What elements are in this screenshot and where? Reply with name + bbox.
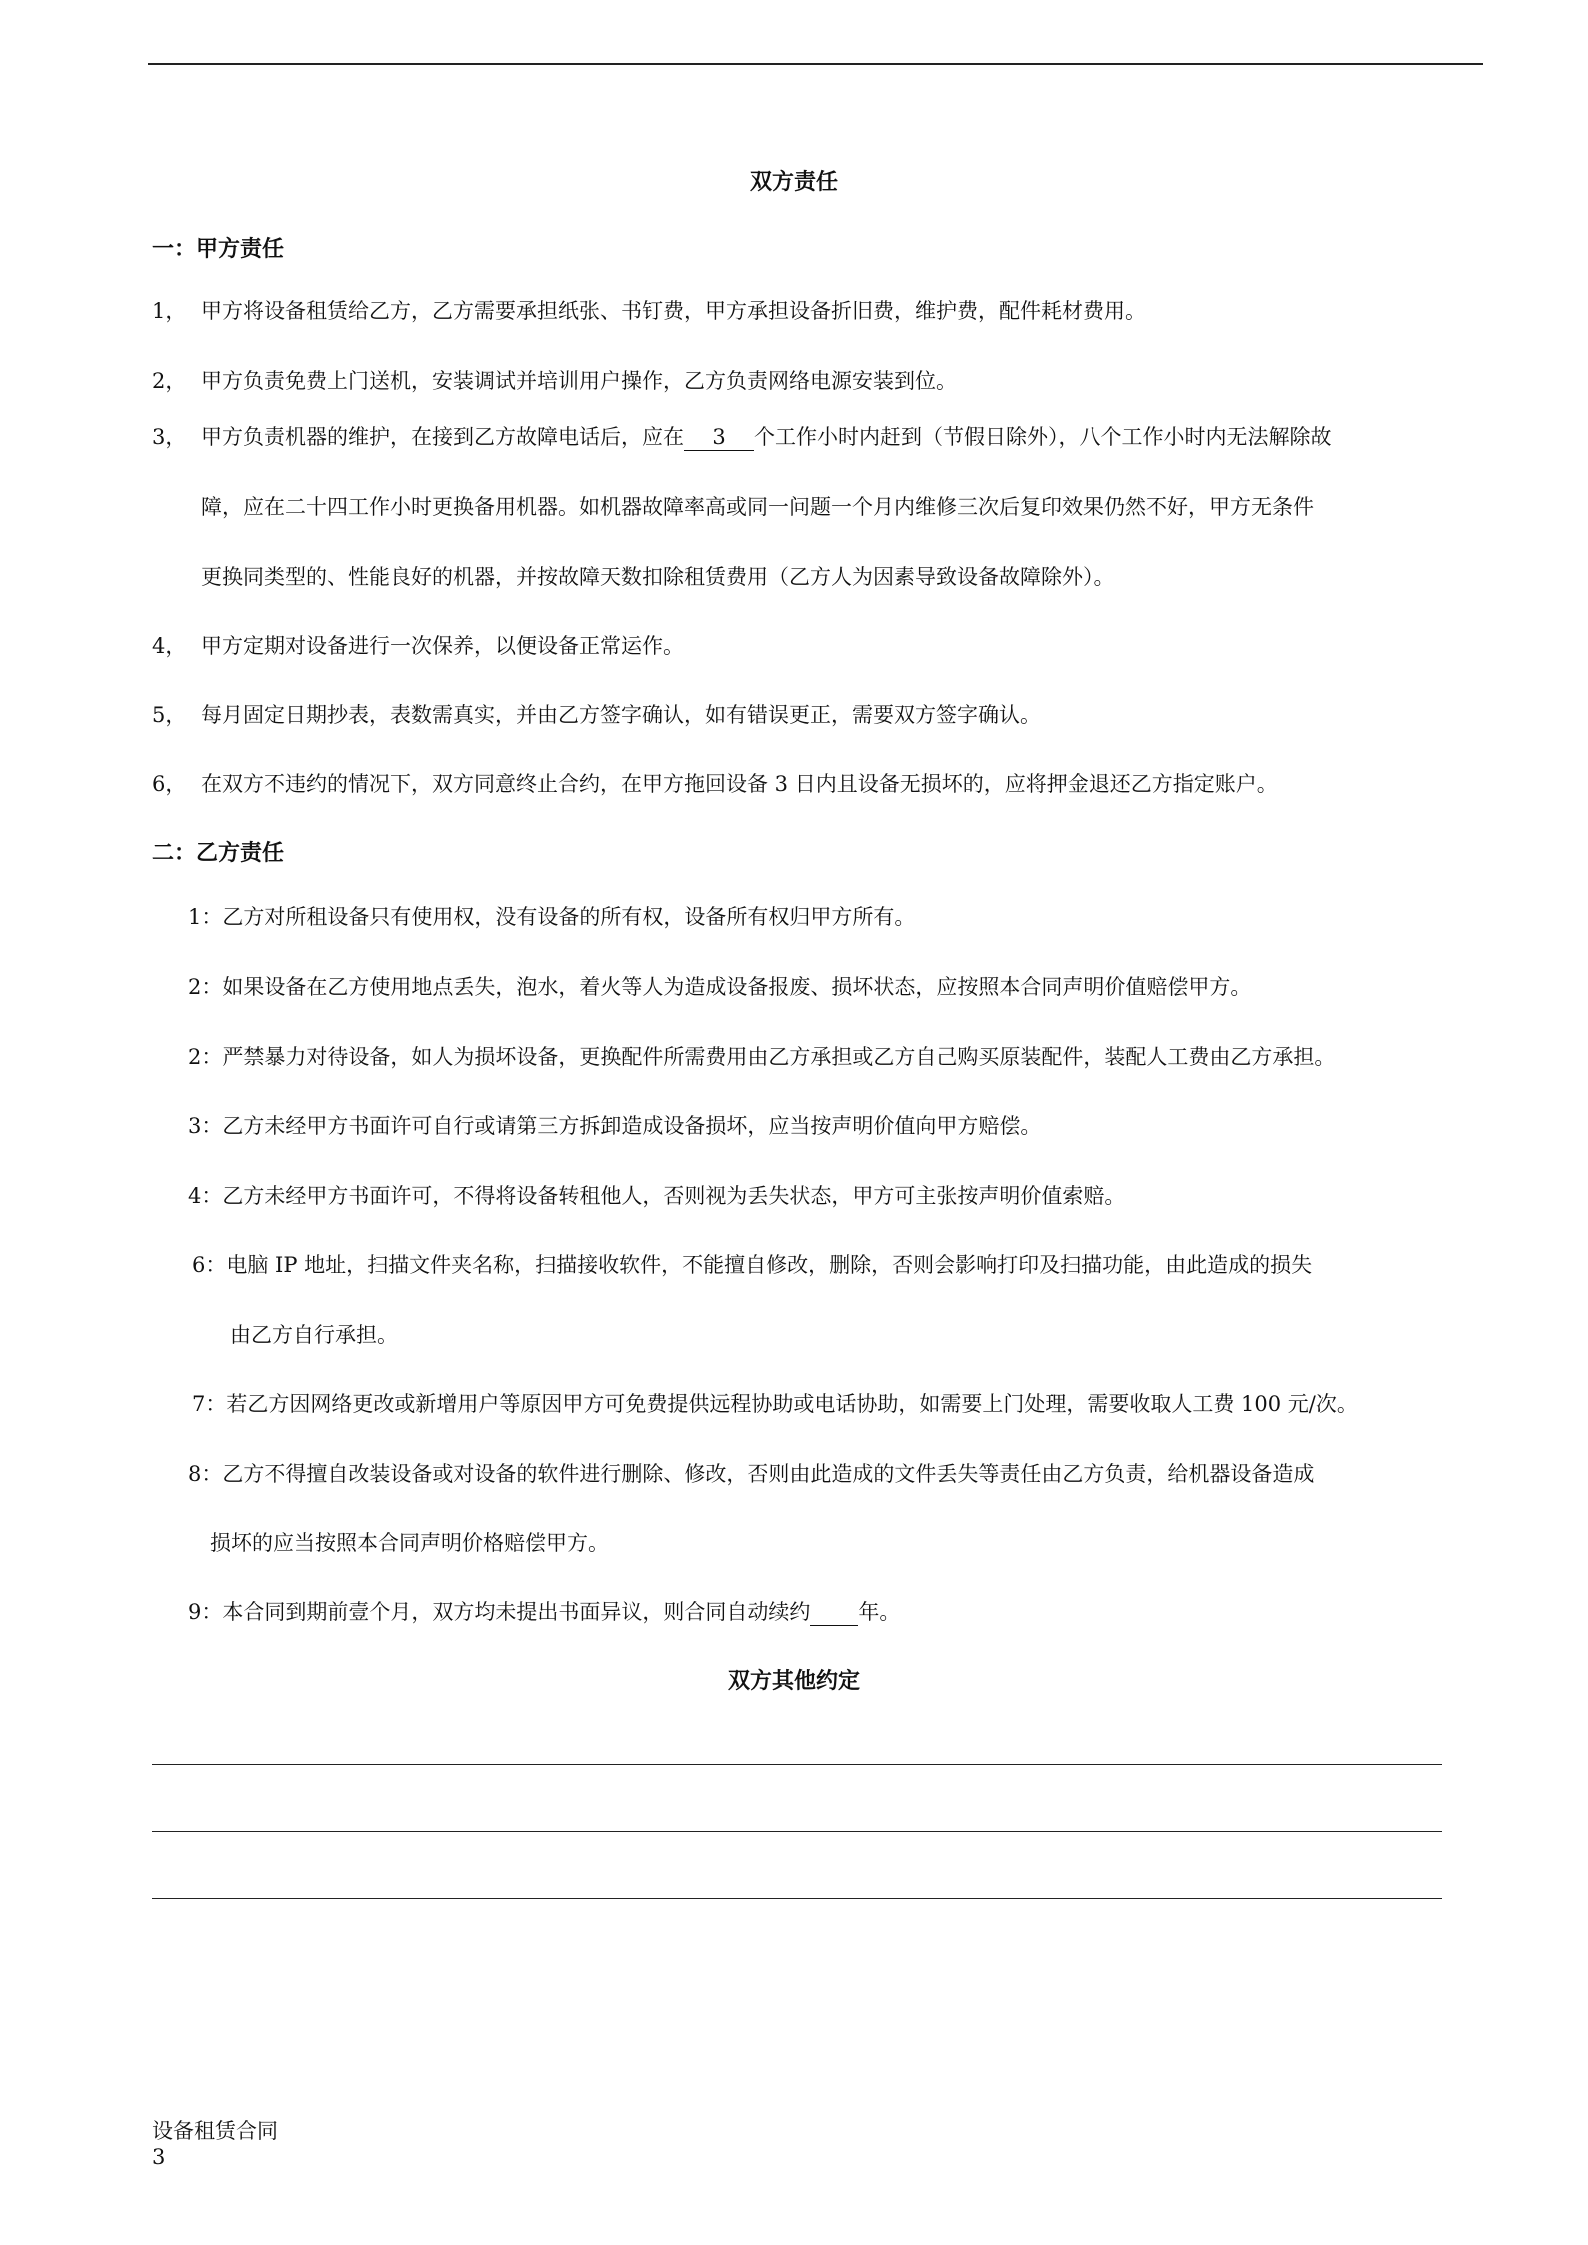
clause-text: 甲方定期对设备进行一次保养，以便设备正常运作。	[201, 634, 684, 658]
clause-text-part: 个工作小时内赶到（节假日除外），八个工作小时内无法解除故	[754, 425, 1332, 449]
clause-text	[188, 1597, 900, 1627]
clause-text: 1：乙方对所租设备只有使用权，没有设备的所有权，设备所有权归甲方所有。	[188, 905, 916, 929]
item-number: 5，	[152, 703, 187, 727]
fill-in-line	[152, 1898, 1442, 1899]
renewal-years-blank	[810, 1599, 858, 1626]
clause-text: 损坏的应当按照本合同声明价格赔偿甲方。	[210, 1531, 609, 1555]
item-number: 1，	[152, 299, 187, 323]
clause-text: 6：电脑 IP 地址，扫描文件夹名称，扫描接收软件，不能擅自修改，删除，否则会影响打印及扫描功能，由此造成的损失	[192, 1253, 1313, 1277]
hours-blank: 3	[684, 424, 754, 451]
clause-text: 由乙方自行承担。	[230, 1323, 398, 1347]
clause-text: 2：严禁暴力对待设备，如人为损坏设备，更换配件所需费用由乙方承担或乙方自己购买原装配件，装配人工费由乙方承担。	[188, 1045, 1336, 1069]
fill-in-line	[152, 1831, 1442, 1832]
footer-page-number: 3	[152, 2145, 166, 2169]
item-number: 2，	[152, 369, 187, 393]
clause-text-part: 9：本合同到期前壹个月，双方均未提出书面异议，则合同自动续约	[188, 1600, 811, 1624]
clause-text: 更换同类型的、性能良好的机器，并按故障天数扣除租赁费用（乙方人为因素导致设备故障除外）。	[201, 565, 1115, 589]
clause-text: 每月固定日期抄表，表数需真实，并由乙方签字确认，如有错误更正，需要双方签字确认。	[201, 703, 1041, 727]
clause-text: 甲方负责免费上门送机，安装调试并培训用户操作，乙方负责网络电源安装到位。	[201, 369, 957, 393]
page-title: 双方责任	[749, 169, 838, 195]
clause-text: 8：乙方不得擅自改装设备或对设备的软件进行删除、修改，否则由此造成的文件丢失等责任由乙方负责，给机器设备造成	[188, 1462, 1315, 1486]
fill-in-line	[152, 1764, 1442, 1765]
clause-text	[201, 422, 1332, 452]
item-number: 6，	[152, 772, 187, 796]
clause-text-part: 甲方负责机器的维护，在接到乙方故障电话后，应在	[201, 425, 684, 449]
clause-text-part: 年。	[858, 1600, 901, 1624]
clause-text: 在双方不违约的情况下，双方同意终止合约，在甲方拖回设备 3 日内且设备无损坏的，应将押金退还乙方指定账户。	[201, 772, 1278, 796]
clause-text: 2：如果设备在乙方使用地点丢失，泡水，着火等人为造成设备报废、损坏状态，应按照本合同声明价值赔偿甲方。	[188, 975, 1252, 999]
clause-text: 甲方将设备租赁给乙方，乙方需要承担纸张、书钉费，甲方承担设备折旧费，维护费，配件耗材费用。	[201, 299, 1146, 323]
clause-text: 7：若乙方因网络更改或新增用户等原因甲方可免费提供远程协助或电话协助，如需要上门处理，需要收取人工费 100 元/次。	[192, 1392, 1358, 1416]
header-rule	[148, 63, 1483, 65]
item-number: 4，	[152, 634, 187, 658]
item-number: 3，	[152, 425, 187, 449]
section-heading-party-a: 一：甲方责任	[152, 236, 285, 262]
clause-text: 3：乙方未经甲方书面许可自行或请第三方拆卸造成设备损坏，应当按声明价值向甲方赔偿。	[188, 1114, 1042, 1138]
clause-text: 障，应在二十四工作小时更换备用机器。如机器故障率高或同一问题一个月内维修三次后复印效果仍然不好，甲方无条件	[201, 495, 1314, 519]
clause-text: 4：乙方未经甲方书面许可，不得将设备转租他人，否则视为丢失状态，甲方可主张按声明价值索赔。	[188, 1184, 1126, 1208]
section-heading-party-b: 二：乙方责任	[152, 840, 285, 866]
footer-doc-name: 设备租赁合同	[152, 2119, 278, 2143]
other-terms-heading: 双方其他约定	[727, 1668, 860, 1694]
